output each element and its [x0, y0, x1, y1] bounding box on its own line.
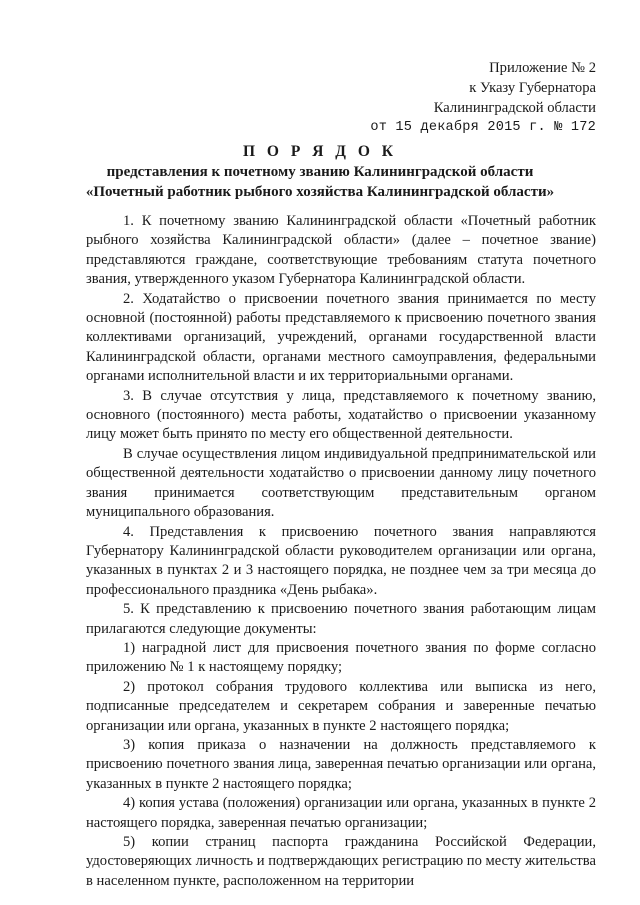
list-item-1: 1) наградной лист для присвоения почетного звания по форме согласно приложению № 1 к настоящему порядку; — [86, 639, 596, 676]
list-item-5: 5) копии страниц паспорта гражданина Российской Федерации, удостоверяющих личность и подтверждающих регистрацию по месту жительства в населенном пункте, расположенном на территории — [86, 834, 596, 889]
title-main: П О Р Я Д О К — [243, 143, 397, 160]
appendix-header — [370, 58, 596, 138]
appendix-date: от 15 декабря 2015 г. № 172 — [370, 120, 596, 135]
list-item-4: 4) копия устава (положения) организации или органа, указанных в пункте 2 настоящего порядка, заверенная печатью организации; — [86, 795, 596, 831]
paragraph-4: 4. Представления к присвоению почетного звания направляются Губернатору Калининградской области руководителем организации или органа, указанных в пунктах 2 и 3 настоящего порядка, не позднее чем за три месяца до профессионального праздника «День рыбака». — [86, 523, 596, 598]
paragraph-3: 3. В случае отсутствия у лица, представляемого к почетному званию, основного (постоянного) места работы, ходатайство о присвоении указанному лицу может быть принято по месту его общественной деятельности. — [86, 387, 596, 443]
appendix-region: Калининградской области — [433, 100, 596, 116]
appendix-number: Приложение № 2 — [489, 60, 596, 76]
title-line-1: представления к почетному званию Калининградской области — [106, 164, 534, 180]
paragraph-2: 2. Ходатайство о присвоении почетного звания принимается по месту основной (постоянной) работы представляемого к присвоению почетного звания коллективами организаций, учреждений, органами государственной власти Калининградской области, органами местного самоуправления, федеральными органами исполнительной власти и их территориальными органами. — [86, 290, 596, 385]
paragraph-5: 5. К представлению к присвоению почетного звания работающим лицам прилагаются следующие документы: — [86, 601, 596, 637]
appendix-decree: к Указу Губернатора — [469, 80, 596, 96]
list-item-3: 3) копия приказа о назначении на должность представляемого к присвоению почетного звания лица, заверенная печатью организации или органа, указанных в пункте 2 настоящего порядка; — [86, 736, 596, 792]
document-body — [86, 212, 596, 891]
document-title — [0, 142, 640, 202]
list-item-2: 2) протокол собрания трудового коллектива или выписка из него, подписанные председателем и секретарем собрания и заверенные печатью организации или органа, указанных в пункте 2 настоящего порядка; — [86, 678, 596, 734]
paragraph-1: 1. К почетному званию Калининградской области «Почетный работник рыбного хозяйства Калининградской области» (далее – почетное звание) представляются граждане, соответствующие требованиям статута почетного звания, утвержденного указом Губернатора Калининградской области. — [86, 213, 596, 288]
title-line-2: «Почетный работник рыбного хозяйства Калининградской области» — [85, 184, 555, 200]
paragraph-3-continued: В случае осуществления лицом индивидуальной предпринимательской или общественной деятельности ходатайство о присвоении данному лицу почетного звания принимается соответствующим представительным органом муниципального образования. — [86, 445, 596, 521]
